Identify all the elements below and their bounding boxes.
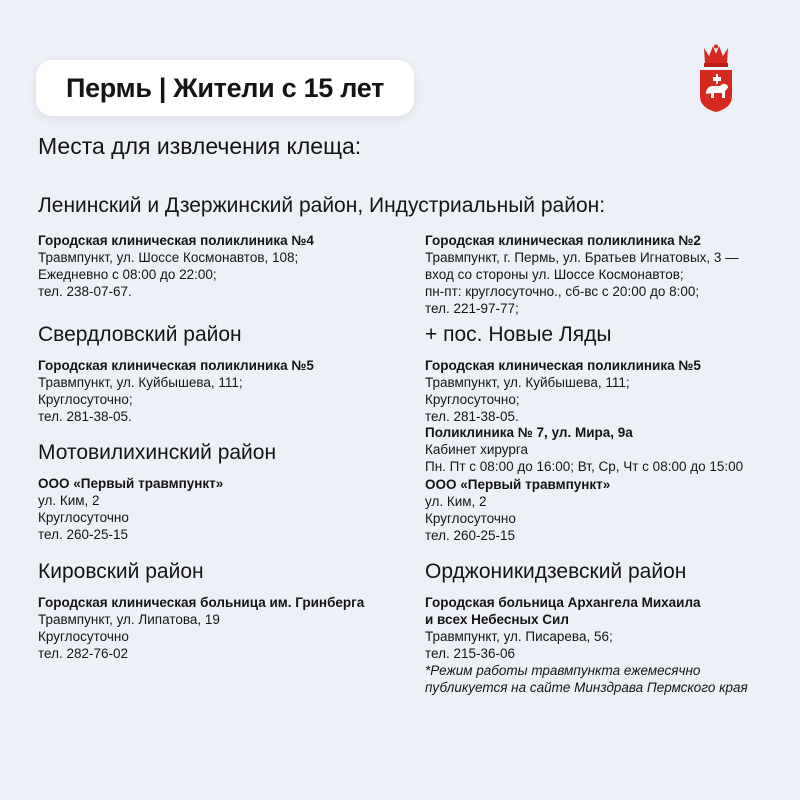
- clinic-hours: Круглосуточно;: [38, 392, 133, 407]
- clinic-name-line-1: Городская больница Архангела Михаила: [425, 595, 701, 610]
- clinic-name: Городская клиническая поликлиника №2: [425, 233, 701, 248]
- clinic-phone: тел. 281-38-05.: [38, 409, 132, 424]
- section-title-sverdlovsky: Свердловский район: [38, 323, 242, 346]
- block-gkp5-novye-lyady: [425, 357, 701, 425]
- clinic-address: ул. Ким, 2: [38, 493, 100, 508]
- section-title-kirovsky: Кировский район: [38, 560, 204, 583]
- block-pol7: [425, 424, 743, 475]
- block-arkhangel-mikhail: [425, 594, 748, 696]
- block-grinberg: [38, 594, 364, 662]
- clinic-name: Поликлиника № 7, ул. Мира, 9а: [425, 425, 633, 440]
- title-pill: [36, 60, 414, 116]
- clinic-hours: Круглосуточно: [38, 629, 129, 644]
- section-title-motovilikhinsky: Мотовилихинский район: [38, 441, 277, 464]
- clinic-hours: Пн. Пт с 08:00 до 16:00; Вт, Ср, Чт с 08:00 до 15:00: [425, 459, 744, 474]
- clinic-name: Городская клиническая больница им. Гринберга: [38, 595, 365, 610]
- block-pervy-travmpunkt-motovilikha: [38, 475, 223, 543]
- clinic-address: Травмпункт, ул. Куйбышева, 111;: [38, 375, 243, 390]
- block-gkp4: [38, 232, 314, 300]
- block-pervy-travmpunkt-novye-lyady: [425, 476, 610, 544]
- clinic-phone: тел. 215-36-06: [425, 646, 516, 661]
- footnote-line-2: публикуется на сайте Минздрава Пермского края: [425, 680, 748, 695]
- block-gkp5-sverdlovsky: [38, 357, 314, 425]
- clinic-name: ООО «Первый травмпункт»: [38, 476, 224, 491]
- clinic-department: Кабинет хирурга: [425, 442, 528, 457]
- section-title-ordzhonikidzevsky: Орджоникидзевский район: [425, 560, 687, 583]
- footnote-line-1: *Режим работы травмпункта ежемесячно: [425, 663, 701, 678]
- clinic-hours: Круглосуточно: [38, 510, 129, 525]
- clinic-phone: тел. 260-25-15: [38, 527, 129, 542]
- clinic-phone: тел. 260-25-15: [425, 528, 516, 543]
- clinic-address: ул. Ким, 2: [425, 494, 487, 509]
- section-title-novye-lyady: + пос. Новые Ляды: [425, 323, 612, 346]
- page-title: Пермь | Жители с 15 лет: [65, 72, 384, 103]
- clinic-hours: Круглосуточно: [425, 511, 516, 526]
- block-gkp2: [425, 232, 739, 317]
- clinic-phone: тел. 238-07-67.: [38, 284, 132, 299]
- clinic-address: Травмпункт, ул. Липатова, 19: [38, 612, 220, 627]
- clinic-name: Городская клиническая поликлиника №4: [38, 233, 314, 248]
- clinic-name-line-2: и всех Небесных Сил: [425, 612, 569, 627]
- clinic-phone: тел. 282-76-02: [38, 646, 129, 661]
- clinic-phone: тел. 281-38-05.: [425, 409, 519, 424]
- clinic-address: Травмпункт, ул. Шоссе Космонавтов, 108;: [38, 250, 299, 265]
- clinic-phone: тел. 221-97-77;: [425, 301, 519, 316]
- clinic-entrance: вход со стороны ул. Шоссе Космонавтов;: [425, 267, 684, 282]
- clinic-address: Травмпункт, ул. Писарева, 56;: [425, 629, 613, 644]
- clinic-name: Городская клиническая поликлиника №5: [38, 358, 314, 373]
- section-heading: Места для извлечения клеща:: [38, 133, 362, 159]
- section-title-leninsky: Ленинский и Дзержинский район, Индустриальный район:: [38, 194, 606, 217]
- clinic-hours: Круглосуточно;: [425, 392, 520, 407]
- clinic-name: Городская клиническая поликлиника №5: [425, 358, 701, 373]
- perm-krai-coat-of-arms-icon: [696, 44, 736, 114]
- clinic-hours: Ежедневно с 08:00 до 22:00;: [38, 267, 217, 282]
- clinic-hours: пн-пт: круглосуточно., сб-вс с 20:00 до 8:00;: [425, 284, 700, 299]
- clinic-address: Травмпункт, ул. Куйбышева, 111;: [425, 375, 630, 390]
- clinic-address: Травмпункт, г. Пермь, ул. Братьев Игнатовых, 3 —: [425, 250, 739, 265]
- clinic-name: ООО «Первый травмпункт»: [425, 477, 611, 492]
